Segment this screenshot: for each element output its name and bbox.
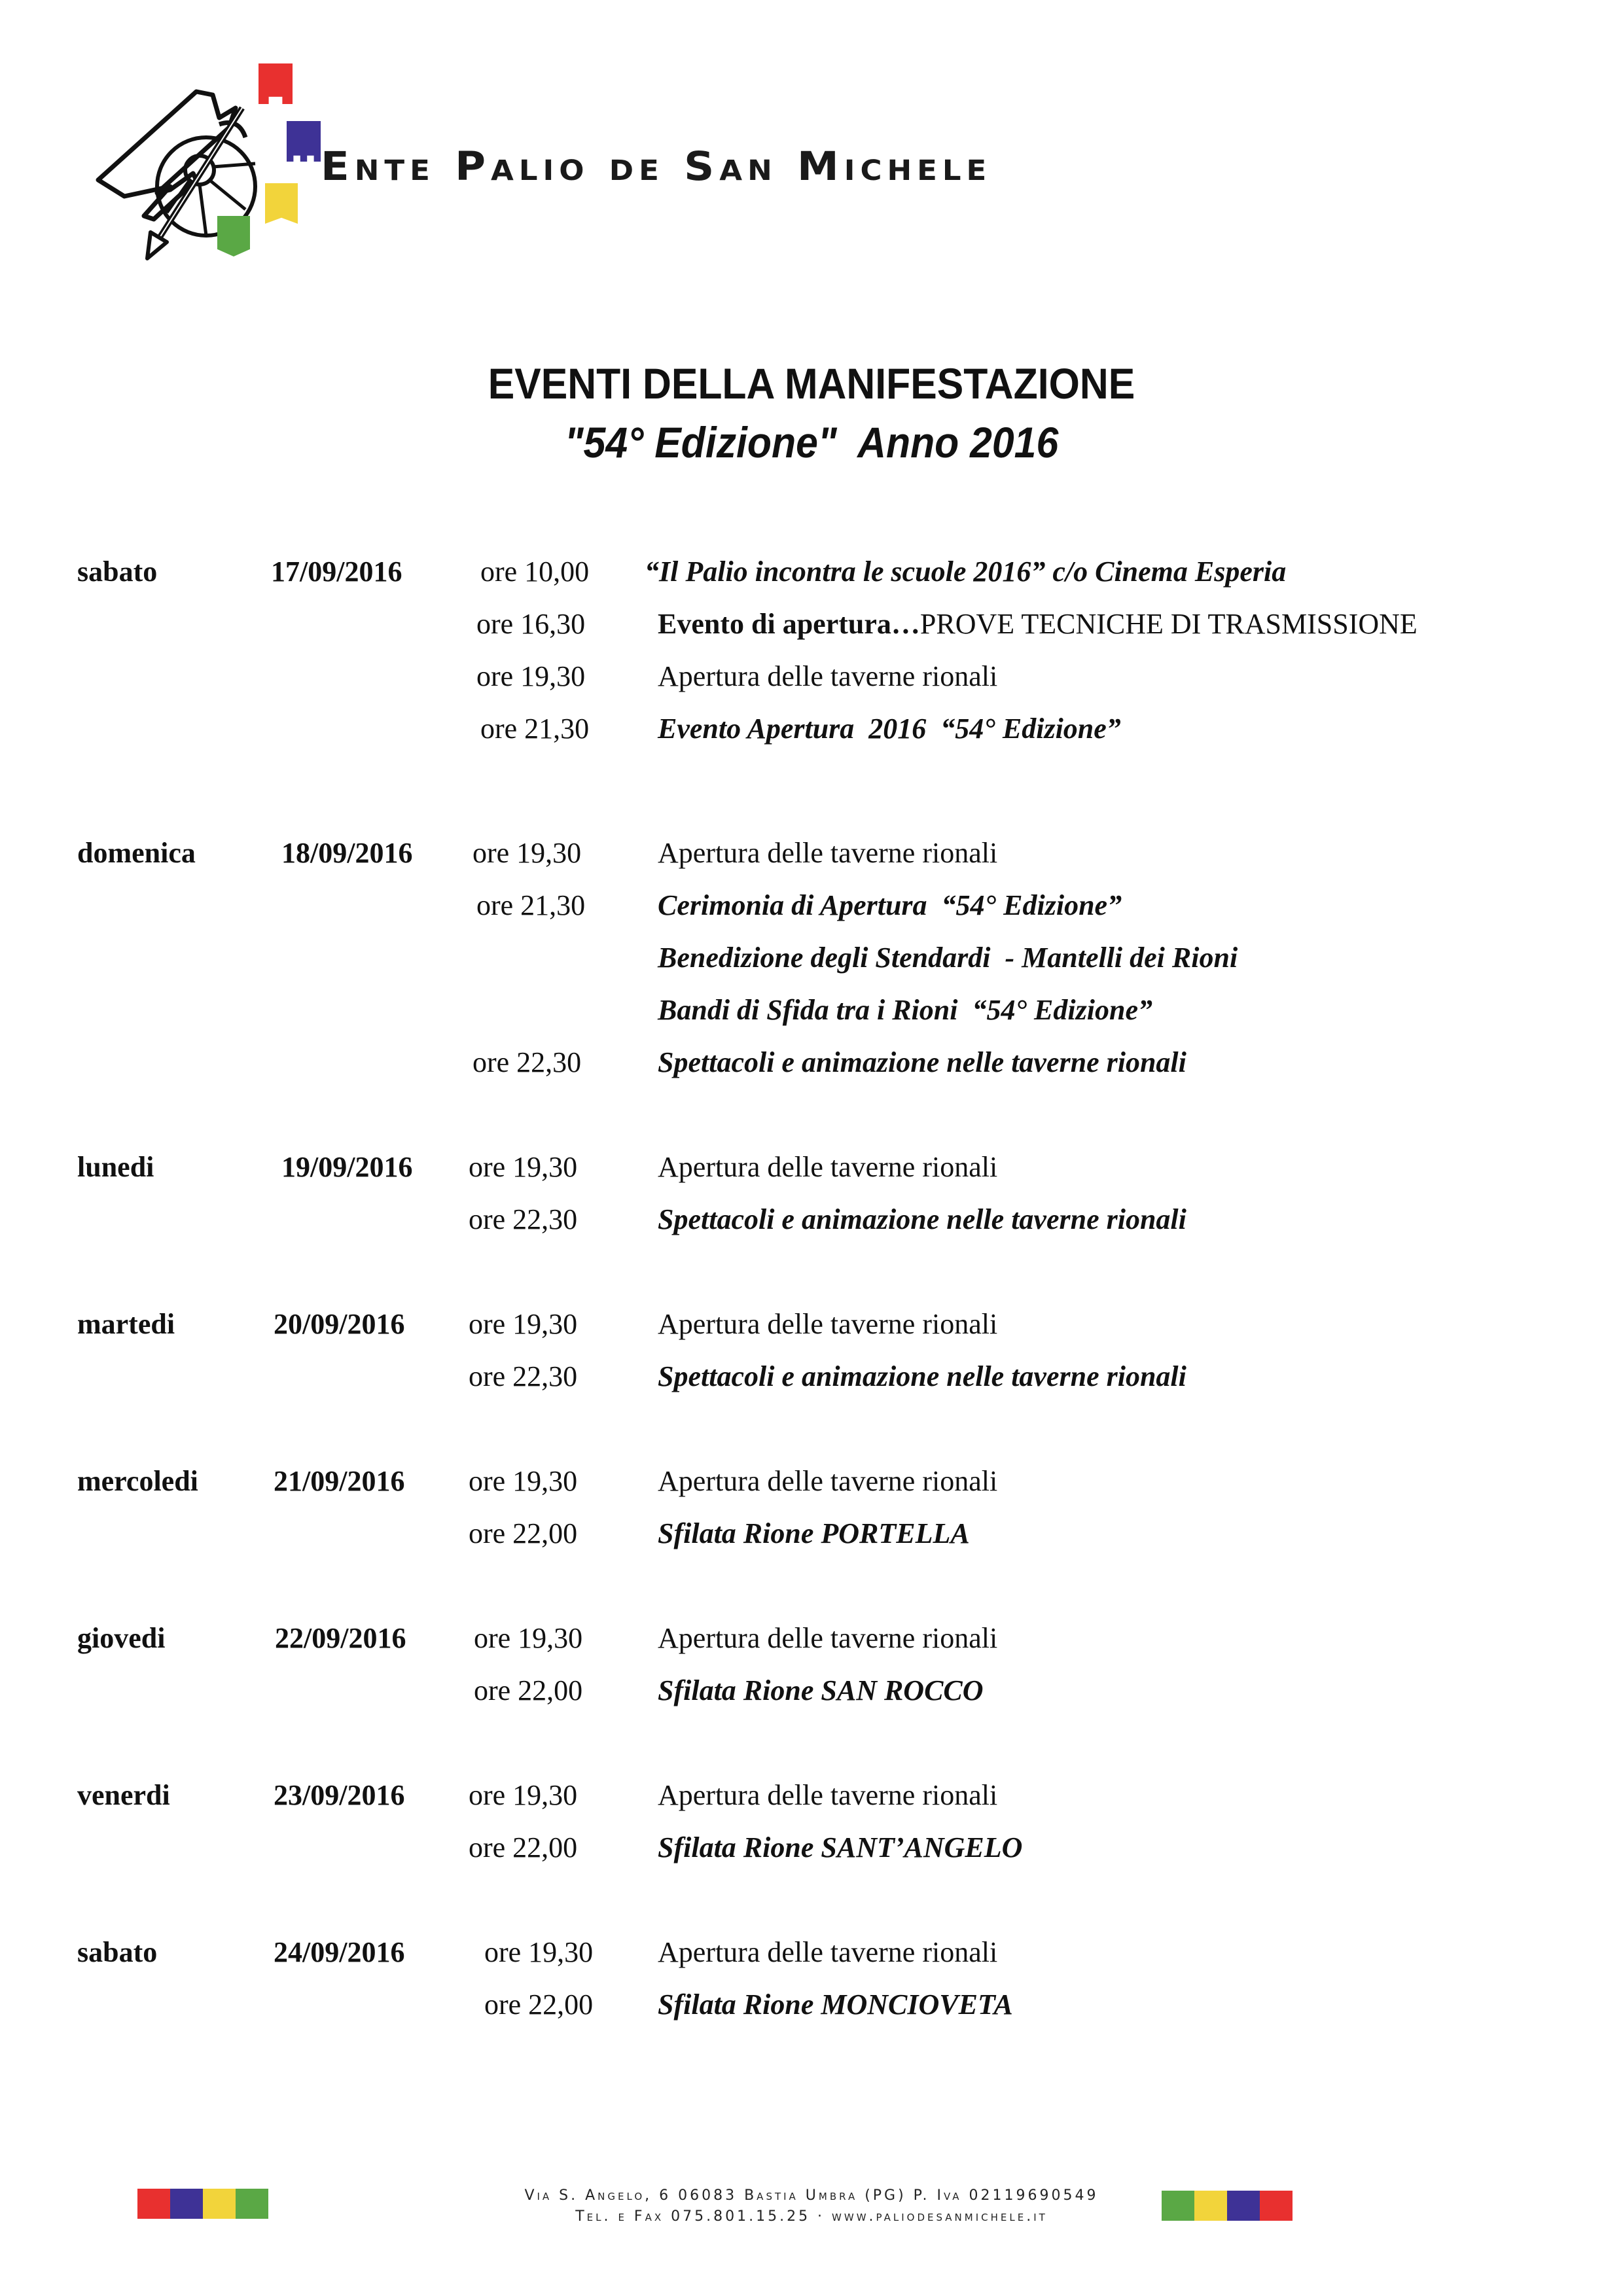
event-text: Sfilata Rione MONCIOVETA [658,1988,1013,2021]
footer-address-text: Via S. Angelo, 6 06083 Bastia Umbra (PG) P. Iva 02119690549 [524,2187,1099,2204]
footer-contact-text: Tel. e Fax 075.801.15.25 · www.paliodesanmichele.it [575,2208,1048,2225]
footer-address [0,2187,1623,2204]
event-text: Bandi di Sfida tra i Rioni “54° Edizione” [658,994,1152,1026]
footer-contact [0,2208,1623,2225]
event-description [658,1674,984,1707]
event-description [658,1778,997,1812]
event-text: Spettacoli e animazione nelle taverne rionali [658,1046,1186,1078]
day-name: venerdi [77,1779,170,1811]
schedule-row [0,1988,1623,2027]
event-description [658,836,997,870]
event-time: ore 16,30 [476,608,586,640]
palio-logo [79,56,314,265]
schedule-row [0,1046,1623,1085]
event-date: 17/09/2016 [271,556,402,588]
schedule-row [0,607,1623,646]
footer-color-bar-right [1162,2191,1293,2221]
event-text: Spettacoli e animazione nelle taverne rionali [658,1360,1186,1392]
banner-blue [287,121,321,162]
event-description [658,1988,1013,2021]
event-description [658,1203,1186,1236]
event-description [658,993,1152,1027]
schedule-row [0,1831,1623,1870]
event-time: ore 22,30 [469,1360,578,1392]
event-date: 21/09/2016 [274,1465,405,1497]
schedule-row [0,712,1623,751]
day-name: martedi [77,1308,175,1340]
event-time: ore 22,00 [469,1517,578,1549]
event-time: ore 21,30 [476,889,586,921]
event-description [658,941,1238,974]
event-date: 22/09/2016 [275,1622,406,1654]
schedule-row [0,1517,1623,1556]
event-description [658,1360,1186,1393]
event-text: Apertura delle taverne rionali [658,660,998,692]
schedule-row [0,555,1623,594]
event-text: Cerimonia di Apertura “54° Edizione” [658,889,1122,921]
event-date: 23/09/2016 [274,1779,405,1811]
event-description [658,1046,1186,1079]
day-name: sabato [77,556,158,588]
schedule-row [0,889,1623,928]
event-text: Apertura delle taverne rionali [658,1779,998,1811]
event-description [658,1935,997,1969]
event-text: Evento Apertura 2016 “54° Edizione” [658,713,1121,745]
event-text: Spettacoli e animazione nelle taverne rionali [658,1203,1186,1235]
schedule-row [0,1307,1623,1347]
schedule-row [0,1935,1623,1975]
event-text: Apertura delle taverne rionali [658,1151,998,1183]
event-time: ore 22,00 [474,1674,583,1706]
schedule-row [0,1360,1623,1399]
event-date: 20/09/2016 [274,1308,405,1340]
event-text: Apertura delle taverne rionali [658,1936,998,1968]
event-date: 24/09/2016 [274,1936,405,1968]
event-time: ore 10,00 [480,556,590,588]
event-time: ore 19,30 [474,1622,583,1654]
event-text: Apertura delle taverne rionali [658,1622,998,1654]
event-description [658,712,1121,745]
page-title: EVENTI DELLA MANIFESTAZIONE [488,359,1135,408]
event-description [658,1150,997,1184]
event-description [645,555,1286,588]
event-time: ore 21,30 [480,713,590,745]
event-date: 18/09/2016 [281,837,413,869]
schedule-row [0,1621,1623,1661]
event-text: Apertura delle taverne rionali [658,837,998,869]
event-time: ore 22,00 [469,1831,578,1863]
schedule-row [0,660,1623,699]
color-swatch [1260,2191,1293,2221]
day-name: giovedi [77,1622,166,1654]
event-text: Sfilata Rione SANT’ANGELO [658,1831,1023,1863]
page-subtitle: "54° Edizione" Anno 2016 [564,418,1059,467]
event-text: Benedizione degli Stendardi - Mantelli dei Rioni [658,942,1238,974]
event-description [658,1831,1022,1864]
event-time: ore 22,30 [473,1046,582,1078]
event-text: Apertura delle taverne rionali [658,1308,998,1340]
event-description [658,1307,997,1341]
schedule-row [0,1203,1623,1242]
event-description [658,1517,970,1550]
event-description [658,1621,997,1655]
schedule-row [0,941,1623,980]
schedule-row [0,1778,1623,1818]
event-text: “Il Palio incontra le scuole 2016” c/o Cinema Esperia [645,556,1287,588]
day-name: mercoledi [77,1465,198,1497]
event-time: ore 19,30 [473,837,582,869]
event-text: Sfilata Rione PORTELLA [658,1517,970,1549]
event-time: ore 19,30 [469,1151,578,1183]
event-text: Apertura delle taverne rionali [658,1465,998,1497]
event-time: ore 19,30 [469,1465,578,1497]
color-swatch [1227,2191,1260,2221]
color-swatch [1162,2191,1194,2221]
event-description [658,889,1122,922]
event-time: ore 19,30 [469,1308,578,1340]
day-name: sabato [77,1936,158,1968]
event-date: 19/09/2016 [281,1151,413,1183]
event-text-extra: PROVE TECNICHE DI TRASMISSIONE [919,608,1418,640]
event-time: ore 19,30 [469,1779,578,1811]
schedule-row [0,836,1623,875]
color-swatch [1194,2191,1227,2221]
event-text: Sfilata Rione SAN ROCCO [658,1674,984,1706]
event-description [658,607,1418,641]
event-time: ore 19,30 [484,1936,594,1968]
day-name: domenica [77,837,196,869]
event-time: ore 22,30 [469,1203,578,1235]
event-text: Evento di apertura… [658,608,920,640]
schedule-row [0,993,1623,1033]
schedule-row [0,1674,1623,1713]
banner-green [217,216,250,256]
schedule-row [0,1150,1623,1190]
schedule-row [0,1464,1623,1504]
event-time: ore 22,00 [484,1988,594,2021]
org-name-text: Ente Palio de San Michele [321,143,992,190]
event-description [658,1464,997,1498]
organization-name [321,144,991,190]
day-name: lunedi [77,1151,154,1183]
event-description [658,660,997,693]
event-time: ore 19,30 [476,660,586,692]
